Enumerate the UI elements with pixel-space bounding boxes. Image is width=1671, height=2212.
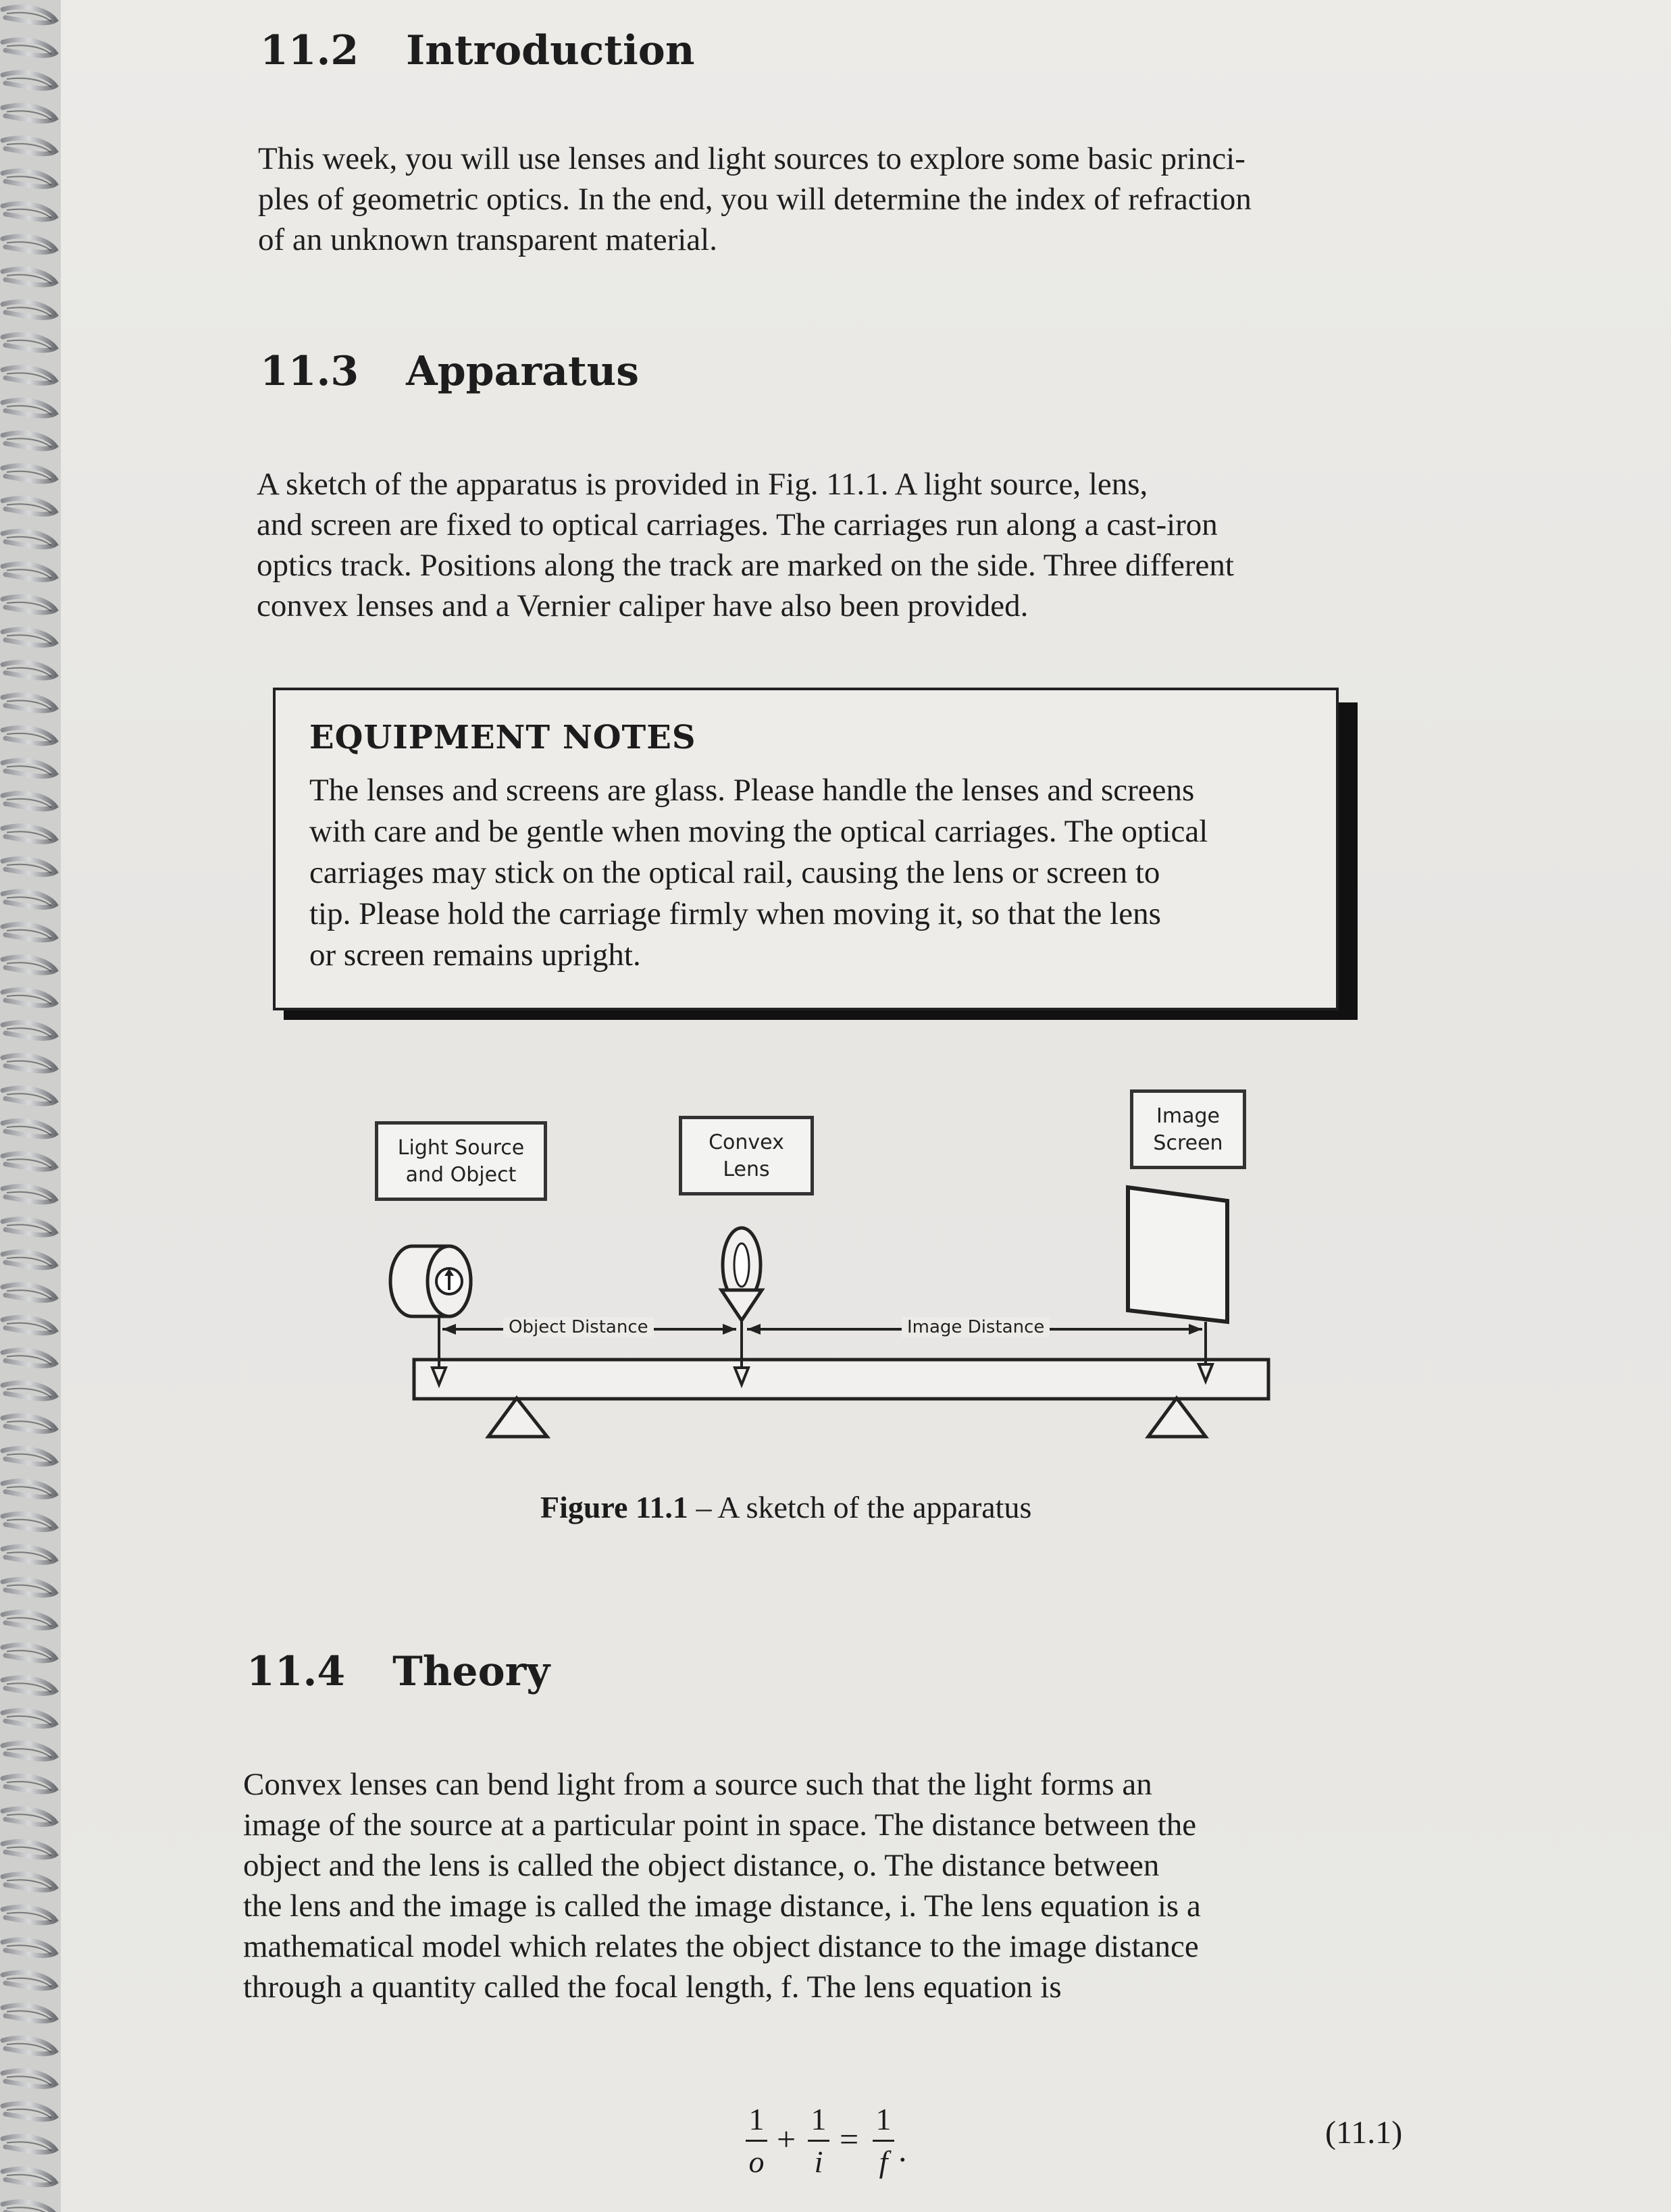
equation-period: . xyxy=(898,2131,907,2169)
paragraph-line: image of the source at a particular point in space. The distance between the xyxy=(243,1807,1197,1843)
notes-line: The lenses and screens are glass. Please handle the lenses and screens xyxy=(309,773,1195,808)
label-line: Light Source xyxy=(397,1136,525,1160)
section-heading-theory xyxy=(247,1648,550,1695)
convex-lens-icon xyxy=(721,1228,762,1320)
fraction-bar xyxy=(808,2140,829,2142)
spiral-binding xyxy=(0,0,61,2212)
section-heading-introduction xyxy=(260,27,694,74)
light-source-icon xyxy=(390,1246,471,1316)
track-support-left xyxy=(488,1398,547,1437)
caption-number: Figure 11.1 xyxy=(540,1490,688,1524)
apparatus-figure xyxy=(365,1081,1277,1459)
fraction-bar xyxy=(746,2140,767,2142)
notes-line: with care and be gentle when moving the optical carriages. The optical xyxy=(309,814,1208,849)
equation-number: (11.1) xyxy=(1325,2115,1403,2151)
section-number: 11.4 xyxy=(247,1648,346,1695)
equipment-notes-box xyxy=(273,688,1339,1010)
intro-paragraph xyxy=(258,138,1366,260)
numerator: 1 xyxy=(875,2102,892,2136)
equipment-notes-body xyxy=(309,770,1309,976)
notes-line: tip. Please hold the carriage firmly when moving it, so that the lens xyxy=(309,896,1161,931)
equals-sign: = xyxy=(840,2120,859,2158)
track-support-right xyxy=(1148,1398,1206,1437)
section-number: 11.3 xyxy=(260,348,359,395)
numerator: 1 xyxy=(811,2102,827,2136)
paragraph-line: of an unknown transparent material. xyxy=(258,222,717,257)
paragraph-line: A sketch of the apparatus is provided in Fig. 11.1. A light source, lens, xyxy=(257,467,1148,502)
denominator: f xyxy=(879,2144,888,2179)
paragraph-line: the lens and the image is called the image distance, i. The lens equation is a xyxy=(243,1888,1201,1924)
label-line: and Object xyxy=(405,1163,517,1187)
optics-track xyxy=(414,1360,1268,1399)
section-title: Apparatus xyxy=(406,348,640,395)
fraction-one-over-o xyxy=(743,2101,770,2181)
fraction-one-over-f xyxy=(870,2101,897,2181)
label-line: Convex xyxy=(709,1131,784,1154)
notes-line: carriages may stick on the optical rail, causing the lens or screen to xyxy=(309,855,1160,890)
fraction-one-over-i xyxy=(805,2101,832,2181)
bleed-through-text xyxy=(844,27,852,61)
paragraph-line: and screen are fixed to optical carriages. The carriages run along a cast-iron xyxy=(257,507,1218,542)
section-title: Introduction xyxy=(406,27,695,74)
equipment-notes-title: EQUIPMENT NOTES xyxy=(309,719,696,756)
caption-text: – A sketch of the apparatus xyxy=(688,1490,1032,1524)
lens-equation xyxy=(743,2101,946,2202)
apparatus-paragraph xyxy=(257,464,1371,626)
label-line: Image xyxy=(1156,1104,1220,1128)
paragraph-line: convex lenses and a Vernier caliper have also been provided. xyxy=(257,588,1029,623)
figure-caption xyxy=(540,1489,1031,1525)
convex-lens-label xyxy=(679,1116,814,1195)
paragraph-line: object and the lens is called the object distance, o. The distance between xyxy=(243,1848,1160,1883)
paragraph-line: This week, you will use lenses and light sources to explore some basic princi- xyxy=(258,141,1245,176)
plus-sign: + xyxy=(777,2120,796,2158)
notes-line: or screen remains upright. xyxy=(309,937,641,973)
object-distance-label: Object Distance xyxy=(503,1317,654,1337)
fraction-bar xyxy=(873,2140,894,2142)
light-source-label xyxy=(375,1121,547,1201)
paragraph-line: Convex lenses can bend light from a source such that the light forms an xyxy=(243,1767,1152,1802)
image-distance-label: Image Distance xyxy=(902,1317,1050,1337)
paragraph-line: ples of geometric optics. In the end, you will determine the index of refraction xyxy=(258,182,1252,217)
section-number: 11.2 xyxy=(260,27,359,74)
label-line: Lens xyxy=(723,1158,770,1181)
image-screen-label xyxy=(1130,1089,1246,1169)
denominator: i xyxy=(814,2144,823,2179)
paragraph-line: mathematical model which relates the object distance to the image distance xyxy=(243,1929,1199,1964)
paragraph-line: through a quantity called the focal length, f. The lens equation is xyxy=(243,1970,1062,2005)
denominator: o xyxy=(748,2144,765,2179)
label-line: Screen xyxy=(1153,1131,1223,1155)
section-heading-apparatus xyxy=(260,348,639,395)
numerator: 1 xyxy=(748,2102,765,2136)
theory-paragraph xyxy=(243,1764,1405,2007)
section-title: Theory xyxy=(392,1648,550,1695)
image-screen-icon xyxy=(1128,1187,1227,1322)
paragraph-line: optics track. Positions along the track are marked on the side. Three different xyxy=(257,548,1234,583)
